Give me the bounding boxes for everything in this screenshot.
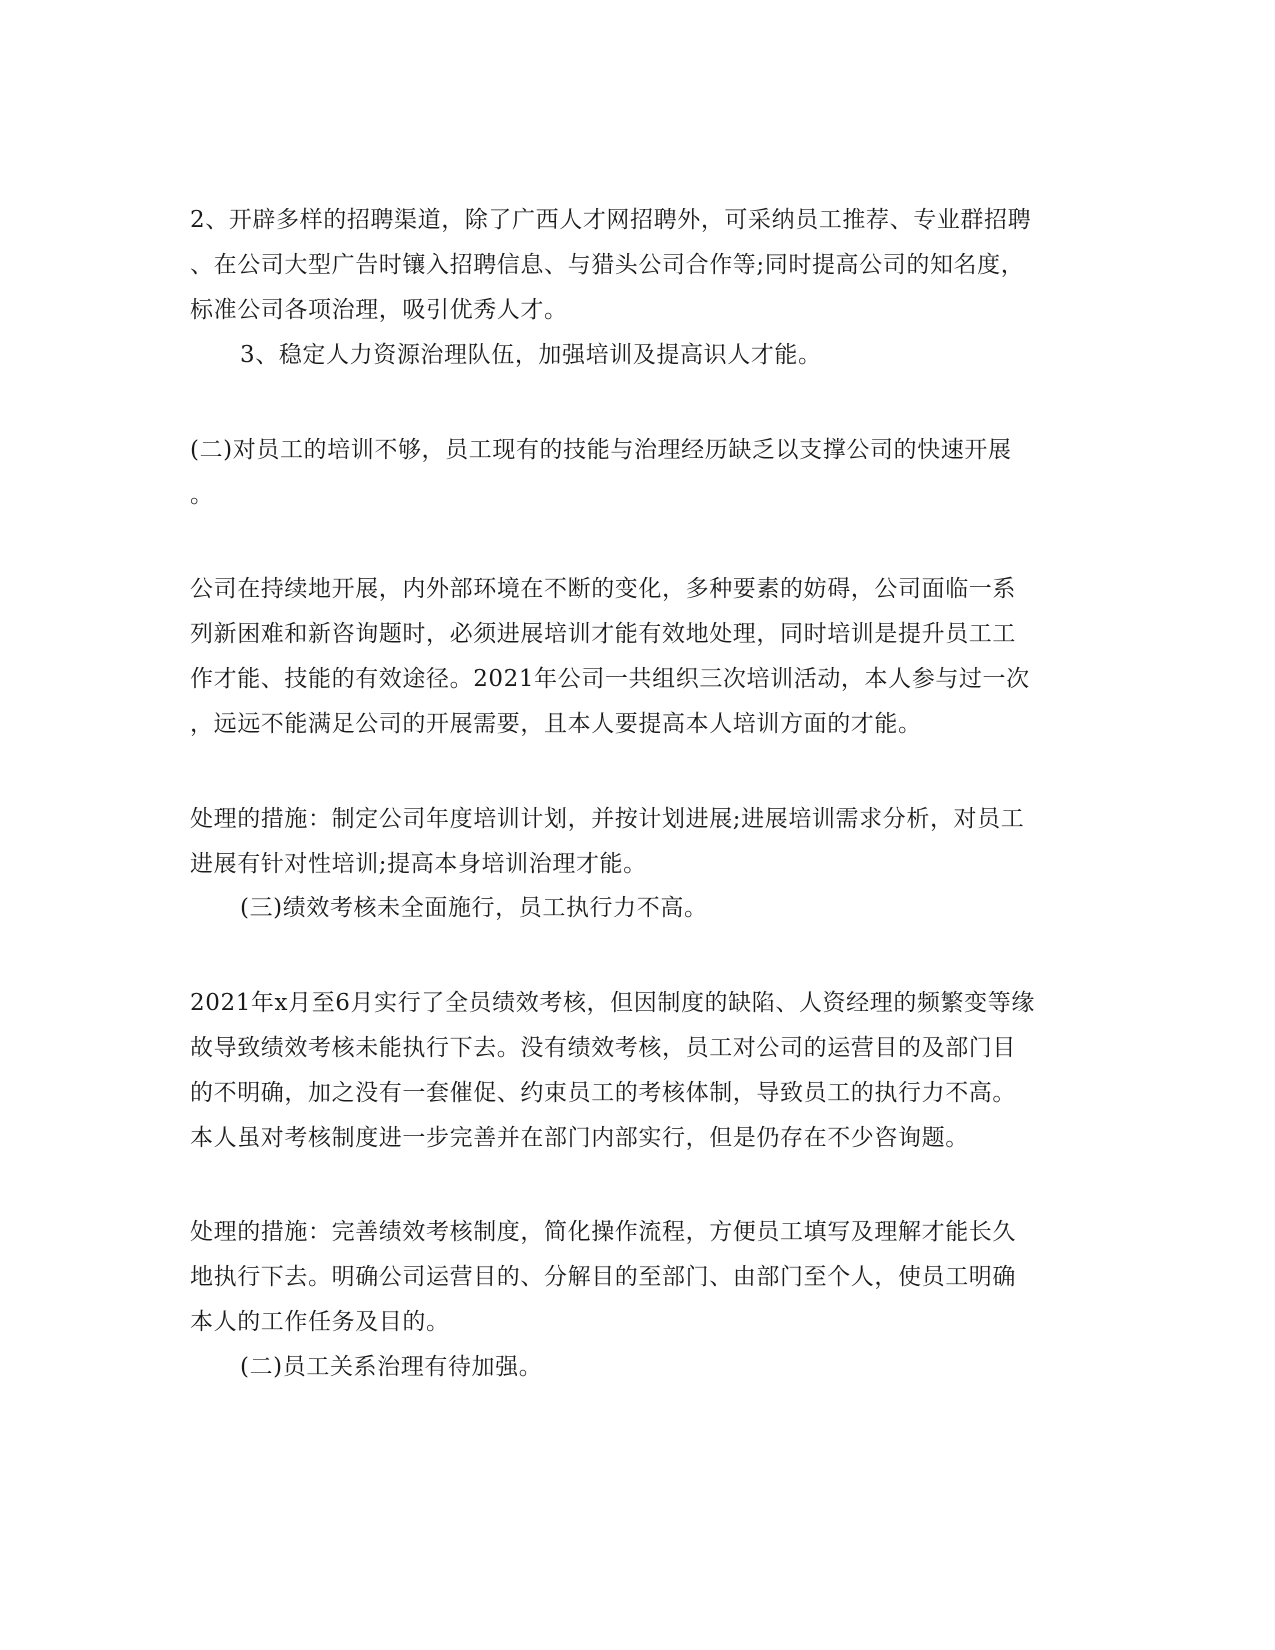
text-line: 2、开辟多样的招聘渠道，除了广西人才网招聘外，可采纳员工推荐、专业群招聘 — [190, 207, 1032, 233]
text-line: 。 — [190, 482, 214, 508]
text-line: 公司在持续地开展，内外部环境在不断的变化，多种要素的妨碍，公司面临一系 — [190, 576, 1016, 602]
text-line: 、在公司大型广告时镶入招聘信息、与猎头公司合作等;同时提高公司的知名度， — [190, 252, 1025, 278]
text-line: 2021年x月至6月实行了全员绩效考核，但因制度的缺陷、人资经理的频繁变等缘 — [190, 990, 1035, 1016]
text-line: 3、稳定人力资源治理队伍，加强培训及提高识人才能。 — [240, 342, 822, 368]
text-line: 地执行下去。明确公司运营目的、分解目的至部门、由部门至个人，使员工明确 — [190, 1264, 1016, 1290]
section-heading: (三)绩效考核未全面施行，员工执行力不高。 — [240, 895, 708, 921]
text-line: 进展有针对性培训;提高本身培训治理才能。 — [190, 851, 647, 877]
section-heading: (二)对员工的培训不够，员工现有的技能与治理经历缺乏以支撑公司的快速开展 — [190, 437, 1012, 463]
text-line: 故导致绩效考核未能执行下去。没有绩效考核，员工对公司的运营目的及部门目 — [190, 1035, 1016, 1061]
text-line: 处理的措施：制定公司年度培训计划，并按计划进展;进展培训需求分析，对员工 — [190, 806, 1025, 832]
text-line: 列新困难和新咨询题时，必须进展培训才能有效地处理，同时培训是提升员工工 — [190, 621, 1016, 647]
text-line: 本人虽对考核制度进一步完善并在部门内部实行，但是仍存在不少咨询题。 — [190, 1125, 969, 1151]
text-line: 作才能、技能的有效途径。2021年公司一共组织三次培训活动，本人参与过一次 — [190, 666, 1030, 692]
text-line: 本人的工作任务及目的。 — [190, 1309, 450, 1335]
text-line: 处理的措施：完善绩效考核制度，简化操作流程，方便员工填写及理解才能长久 — [190, 1219, 1016, 1245]
section-heading: (二)员工关系治理有待加强。 — [240, 1354, 543, 1380]
text-line: 标准公司各项治理，吸引优秀人才。 — [190, 297, 568, 323]
text-line: 的不明确，加之没有一套催促、约束员工的考核体制，导致员工的执行力不高。 — [190, 1080, 1016, 1106]
text-line: ，远远不能满足公司的开展需要，且本人要提高本人培训方面的才能。 — [190, 711, 922, 737]
